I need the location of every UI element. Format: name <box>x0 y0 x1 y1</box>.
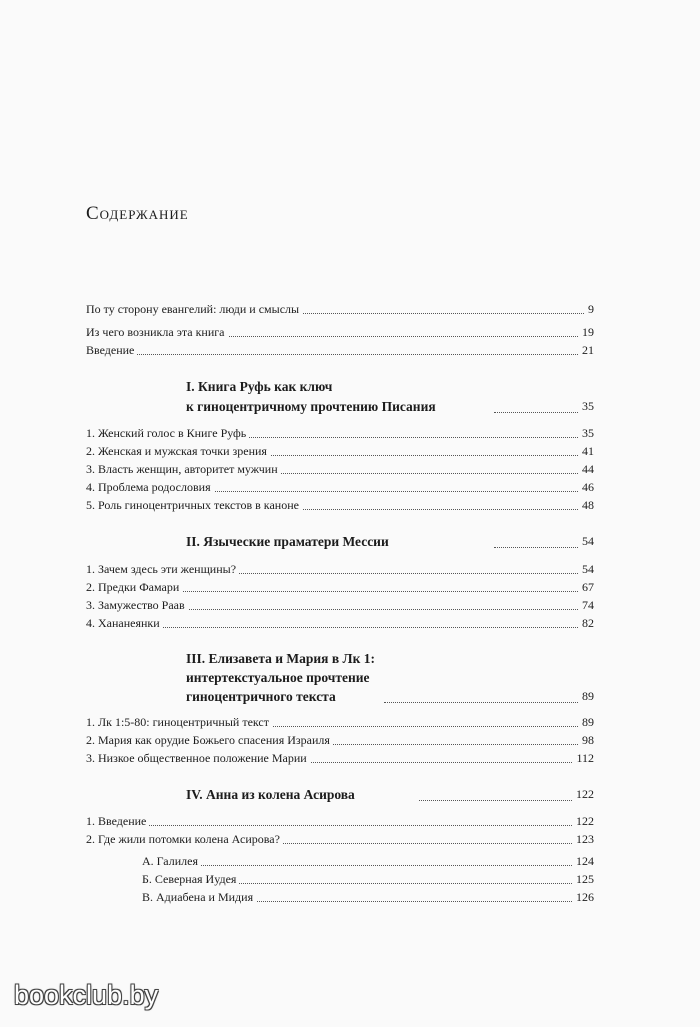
toc-entry-label: Из чего возникла эта книга <box>86 323 228 341</box>
toc-subentry[interactable] <box>142 888 594 906</box>
toc-entry[interactable] <box>86 713 594 731</box>
toc-entry-page: 9 <box>585 300 594 318</box>
toc-entry[interactable] <box>86 496 594 514</box>
chapter-heading[interactable] <box>86 378 594 418</box>
toc-entry-label: 3. Власть женщин, авторитет мужчин <box>86 460 281 478</box>
toc-entry-page: 54 <box>579 560 594 578</box>
toc-entry-page: 48 <box>579 496 594 514</box>
toc-entry-label: 4. Хананеянки <box>86 614 163 632</box>
chapter-page: 35 <box>579 398 594 415</box>
toc-entry[interactable] <box>86 830 594 848</box>
chapter-page: 54 <box>579 533 594 550</box>
toc-entry[interactable] <box>86 442 594 460</box>
leader-dots <box>384 701 594 703</box>
toc-subentry[interactable] <box>142 852 594 870</box>
toc-entry-page: 44 <box>579 460 594 478</box>
toc-entry-label: Введение <box>86 341 137 359</box>
leader-dots <box>86 824 594 826</box>
toc-entry-label: А. Галилея <box>142 852 201 870</box>
toc-entry-label: 2. Мария как орудие Божьего спасения Израиля <box>86 731 333 749</box>
toc-entry-page: 35 <box>579 424 594 442</box>
toc-entry[interactable] <box>86 749 594 767</box>
toc-entry[interactable] <box>86 596 594 614</box>
toc-entry-page: 125 <box>573 870 594 888</box>
toc-entry-label: 3. Низкое общественное положение Марии <box>86 749 310 767</box>
toc-entry-page: 19 <box>579 323 594 341</box>
toc-entry-page: 98 <box>579 731 594 749</box>
toc-entry[interactable] <box>86 341 594 359</box>
chapter-page: 89 <box>579 688 594 705</box>
toc-entry[interactable] <box>86 300 594 318</box>
chapter-title-line: интертекстуальное прочтение <box>186 669 373 686</box>
toc-entry-label: 3. Замужество Раав <box>86 596 188 614</box>
chapter-title-line: II. Языческие праматери Мессии <box>186 533 392 550</box>
toc-entry-page: 82 <box>579 614 594 632</box>
toc-entry-label: Б. Северная Иудея <box>142 870 239 888</box>
chapter-page: 122 <box>573 786 594 803</box>
toc-entry-label: 1. Зачем здесь эти женщины? <box>86 560 239 578</box>
toc-entry-page: 46 <box>579 478 594 496</box>
toc-entry-label: В. Адиабена и Мидия <box>142 888 256 906</box>
toc-entry-label: 2. Женская и мужская точки зрения <box>86 442 270 460</box>
toc-entry[interactable] <box>86 323 594 341</box>
toc-entry[interactable] <box>86 478 594 496</box>
toc-entry-label: По ту сторону евангелий: люди и смыслы <box>86 300 302 318</box>
toc-entry-label: 2. Предки Фамари <box>86 578 182 596</box>
leader-dots <box>86 353 594 355</box>
toc-entry-label: 1. Лк 1:5-80: гиноцентричный текст <box>86 713 272 731</box>
leader-dots <box>142 864 594 866</box>
chapter-title-line: IV. Анна из колена Асирова <box>186 786 358 803</box>
toc-entry-page: 112 <box>573 749 594 767</box>
chapter-title-line: гиноцентричного текста <box>186 688 339 705</box>
toc-entry-page: 67 <box>579 578 594 596</box>
toc-entry[interactable] <box>86 578 594 596</box>
toc-entry-page: 124 <box>573 852 594 870</box>
toc-entry[interactable] <box>86 424 594 442</box>
chapter-title-line: III. Елизавета и Мария в Лк 1: <box>186 650 378 667</box>
leader-dots <box>419 799 594 801</box>
chapter-title-line: I. Книга Руфь как ключ <box>186 378 335 395</box>
toc-entry-page: 41 <box>579 442 594 460</box>
toc-entry[interactable] <box>86 560 594 578</box>
toc-entry[interactable] <box>86 460 594 478</box>
toc-entry-label: 4. Проблема родословия <box>86 478 214 496</box>
toc-entry-label: 1. Женский голос в Книге Руфь <box>86 424 249 442</box>
toc-entry-label: 1. Введение <box>86 812 149 830</box>
toc-entry-page: 126 <box>573 888 594 906</box>
chapter-heading[interactable] <box>86 650 594 708</box>
site-watermark: bookclub.by <box>14 980 159 1010</box>
toc-entry-page: 122 <box>573 812 594 830</box>
chapter-title-line: к гиноцентричному прочтению Писания <box>186 398 439 415</box>
toc-entry-page: 123 <box>573 830 594 848</box>
toc-subentry[interactable] <box>142 870 594 888</box>
toc-entry[interactable] <box>86 731 594 749</box>
toc-entry[interactable] <box>86 812 594 830</box>
toc-entry-label: 2. Где жили потомки колена Асирова? <box>86 830 283 848</box>
toc-entry[interactable] <box>86 614 594 632</box>
toc-entry-label: 5. Роль гиноцентричных текстов в каноне <box>86 496 302 514</box>
chapter-heading[interactable] <box>86 533 594 553</box>
chapter-heading[interactable] <box>86 786 594 806</box>
toc-entry-page: 89 <box>579 713 594 731</box>
toc-entry-page: 74 <box>579 596 594 614</box>
toc-entry-page: 21 <box>579 341 594 359</box>
contents-title: Содержание <box>86 203 189 224</box>
